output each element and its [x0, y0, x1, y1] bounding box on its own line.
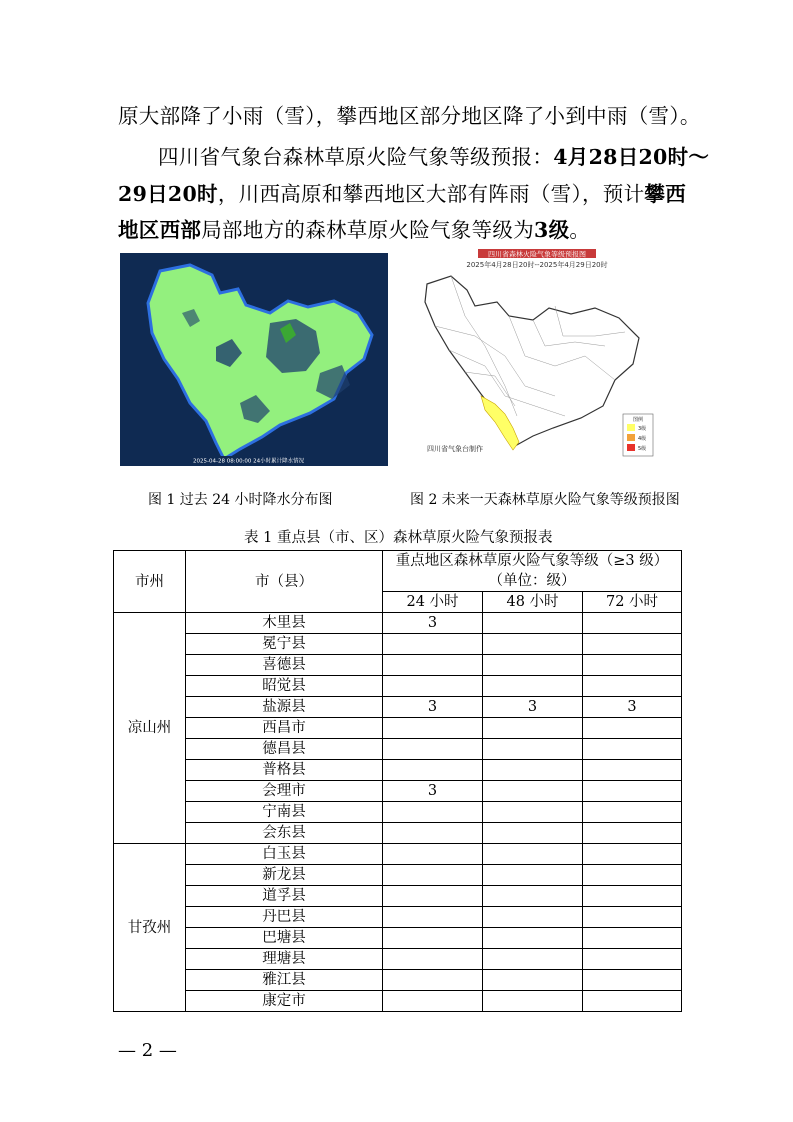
county-cell: 理塘县 — [186, 949, 383, 970]
level-24h-cell — [383, 823, 483, 844]
level-72h-cell — [583, 760, 682, 781]
map-timestamp: 2025-04-28 08:00:00 24小时累计降水情况 — [193, 458, 305, 465]
level-72h-cell: 3 — [583, 697, 682, 718]
level-72h-cell — [583, 613, 682, 634]
paragraph-forecast-line3 — [118, 212, 688, 248]
level-48h-cell — [483, 760, 583, 781]
city-cell: 甘孜州 — [114, 844, 186, 1012]
level-48h-cell — [483, 928, 583, 949]
county-cell: 巴塘县 — [186, 928, 383, 949]
table-row — [114, 865, 682, 886]
level-72h-cell — [583, 802, 682, 823]
paragraph-forecast-line1 — [158, 139, 728, 175]
header-72h: 72 小时 — [583, 592, 682, 613]
county-cell: 丹巴县 — [186, 907, 383, 928]
forecast-end: 。 — [569, 218, 591, 242]
header-level — [383, 551, 682, 592]
level-48h-cell — [483, 886, 583, 907]
level-72h-cell — [583, 991, 682, 1012]
county-cell: 康定市 — [186, 991, 383, 1012]
level-48h-cell — [483, 613, 583, 634]
rain-summary-text: 原大部降了小雨（雪），攀西地区部分地区降了小到中雨（雪）。 — [118, 104, 701, 128]
level-24h-cell — [383, 760, 483, 781]
county-cell: 白玉县 — [186, 844, 383, 865]
county-cell: 道孚县 — [186, 886, 383, 907]
level-48h-cell — [483, 655, 583, 676]
paragraph-forecast-line2 — [118, 176, 688, 212]
table-row — [114, 634, 682, 655]
county-cell: 雅江县 — [186, 970, 383, 991]
header-level-line2: （单位：级） — [488, 573, 576, 589]
header-city: 市州 — [114, 551, 186, 613]
level-24h-cell — [383, 655, 483, 676]
level-24h-cell — [383, 634, 483, 655]
legend-swatch-5 — [627, 444, 635, 451]
table-row — [114, 802, 682, 823]
table-row — [114, 739, 682, 760]
level-48h-cell — [483, 970, 583, 991]
level-72h-cell — [583, 928, 682, 949]
table-row — [114, 949, 682, 970]
legend-label-5: 5级 — [638, 446, 647, 452]
level-72h-cell — [583, 823, 682, 844]
table-row — [114, 970, 682, 991]
level-72h-cell — [583, 781, 682, 802]
figure-precipitation-map — [120, 253, 388, 466]
level-48h-cell — [483, 718, 583, 739]
county-cell: 普格县 — [186, 760, 383, 781]
level-72h-cell — [583, 886, 682, 907]
county-cell: 会理市 — [186, 781, 383, 802]
forecast-mid: ，川西高原和攀西地区大部有阵雨（雪），预计 — [217, 182, 645, 206]
county-cell: 宁南县 — [186, 802, 383, 823]
level-24h-cell — [383, 907, 483, 928]
forecast-intro: 四川省气象台森林草原火险气象等级预报： — [158, 145, 554, 169]
level-72h-cell — [583, 865, 682, 886]
county-cell: 喜德县 — [186, 655, 383, 676]
table-row — [114, 823, 682, 844]
legend-label-3: 3级 — [638, 426, 647, 432]
level-24h-cell — [383, 928, 483, 949]
level-24h-cell — [383, 865, 483, 886]
level-48h-cell — [483, 634, 583, 655]
county-cell: 昭觉县 — [186, 676, 383, 697]
county-cell: 冕宁县 — [186, 634, 383, 655]
level-72h-cell — [583, 949, 682, 970]
paragraph-rain-summary — [118, 98, 701, 134]
header-county: 市（县） — [186, 551, 383, 613]
county-cell: 会东县 — [186, 823, 383, 844]
table-row — [114, 907, 682, 928]
table-row — [114, 991, 682, 1012]
page-number: — 2 — — [118, 1040, 177, 1061]
level-24h-cell: 3 — [383, 613, 483, 634]
table-row — [114, 844, 682, 865]
forecast-time-end: 29日20时 — [118, 182, 218, 206]
figure-fire-forecast-map — [405, 246, 667, 462]
legend-label-4: 4级 — [638, 436, 647, 442]
level-72h-cell — [583, 655, 682, 676]
legend-swatch-3 — [627, 424, 635, 431]
figure2-caption: 图 2 未来一天森林草原火险气象等级预报图 — [410, 492, 680, 508]
level-72h-cell — [583, 676, 682, 697]
fire-forecast-table — [113, 550, 682, 1012]
table-title: 表 1 重点县（市、区）森林草原火险气象预报表 — [244, 530, 553, 546]
map-producer: 四川省气象台制作 — [427, 445, 483, 453]
forecast-area-a: 攀西 — [644, 182, 687, 206]
forecast-map-period: 2025年4月28日20时--2025年4月29日20时 — [466, 261, 608, 269]
level-48h-cell — [483, 739, 583, 760]
fire-forecast-map-image — [405, 246, 667, 462]
legend-title: 图例 — [632, 417, 644, 423]
level-48h-cell — [483, 907, 583, 928]
level-24h-cell — [383, 970, 483, 991]
level-72h-cell — [583, 634, 682, 655]
table-row — [114, 613, 682, 634]
level-24h-cell: 3 — [383, 697, 483, 718]
table-row — [114, 718, 682, 739]
level-48h-cell — [483, 844, 583, 865]
header-48h: 48 小时 — [483, 592, 583, 613]
level-24h-cell — [383, 676, 483, 697]
table-row — [114, 697, 682, 718]
level-48h-cell: 3 — [483, 697, 583, 718]
level-48h-cell — [483, 781, 583, 802]
level-48h-cell — [483, 802, 583, 823]
level-24h-cell — [383, 844, 483, 865]
table-row — [114, 928, 682, 949]
county-cell: 西昌市 — [186, 718, 383, 739]
legend-swatch-4 — [627, 434, 635, 441]
forecast-time-start: 4月28日20时～ — [553, 145, 710, 169]
county-cell: 新龙县 — [186, 865, 383, 886]
county-cell: 德昌县 — [186, 739, 383, 760]
level-72h-cell — [583, 907, 682, 928]
header-level-line1: 重点地区森林草原火险气象等级（≥3 级） — [395, 553, 669, 569]
level-24h-cell — [383, 991, 483, 1012]
level-72h-cell — [583, 844, 682, 865]
level-48h-cell — [483, 865, 583, 886]
county-cell: 木里县 — [186, 613, 383, 634]
city-cell: 凉山州 — [114, 613, 186, 844]
level-48h-cell — [483, 991, 583, 1012]
table-row — [114, 655, 682, 676]
level-48h-cell — [483, 949, 583, 970]
forecast-area-b: 地区西部 — [118, 218, 202, 242]
header-24h: 24 小时 — [383, 592, 483, 613]
table-row — [114, 886, 682, 907]
forecast-tail: 局部地方的森林草原火险气象等级为 — [201, 218, 535, 242]
table-row — [114, 760, 682, 781]
level-24h-cell: 3 — [383, 781, 483, 802]
level-72h-cell — [583, 739, 682, 760]
table-body — [114, 613, 682, 1012]
level-24h-cell — [383, 949, 483, 970]
level-24h-cell — [383, 739, 483, 760]
table-row — [114, 676, 682, 697]
level-24h-cell — [383, 718, 483, 739]
level-24h-cell — [383, 886, 483, 907]
level-72h-cell — [583, 718, 682, 739]
county-cell: 盐源县 — [186, 697, 383, 718]
forecast-map-title: 四川省森林火险气象等级预报图 — [488, 250, 586, 259]
precipitation-map-image — [120, 253, 388, 466]
level-48h-cell — [483, 823, 583, 844]
figure1-caption: 图 1 过去 24 小时降水分布图 — [148, 492, 333, 508]
table-row — [114, 781, 682, 802]
level-72h-cell — [583, 970, 682, 991]
level-24h-cell — [383, 802, 483, 823]
level-48h-cell — [483, 676, 583, 697]
forecast-level: 3级 — [534, 218, 570, 242]
